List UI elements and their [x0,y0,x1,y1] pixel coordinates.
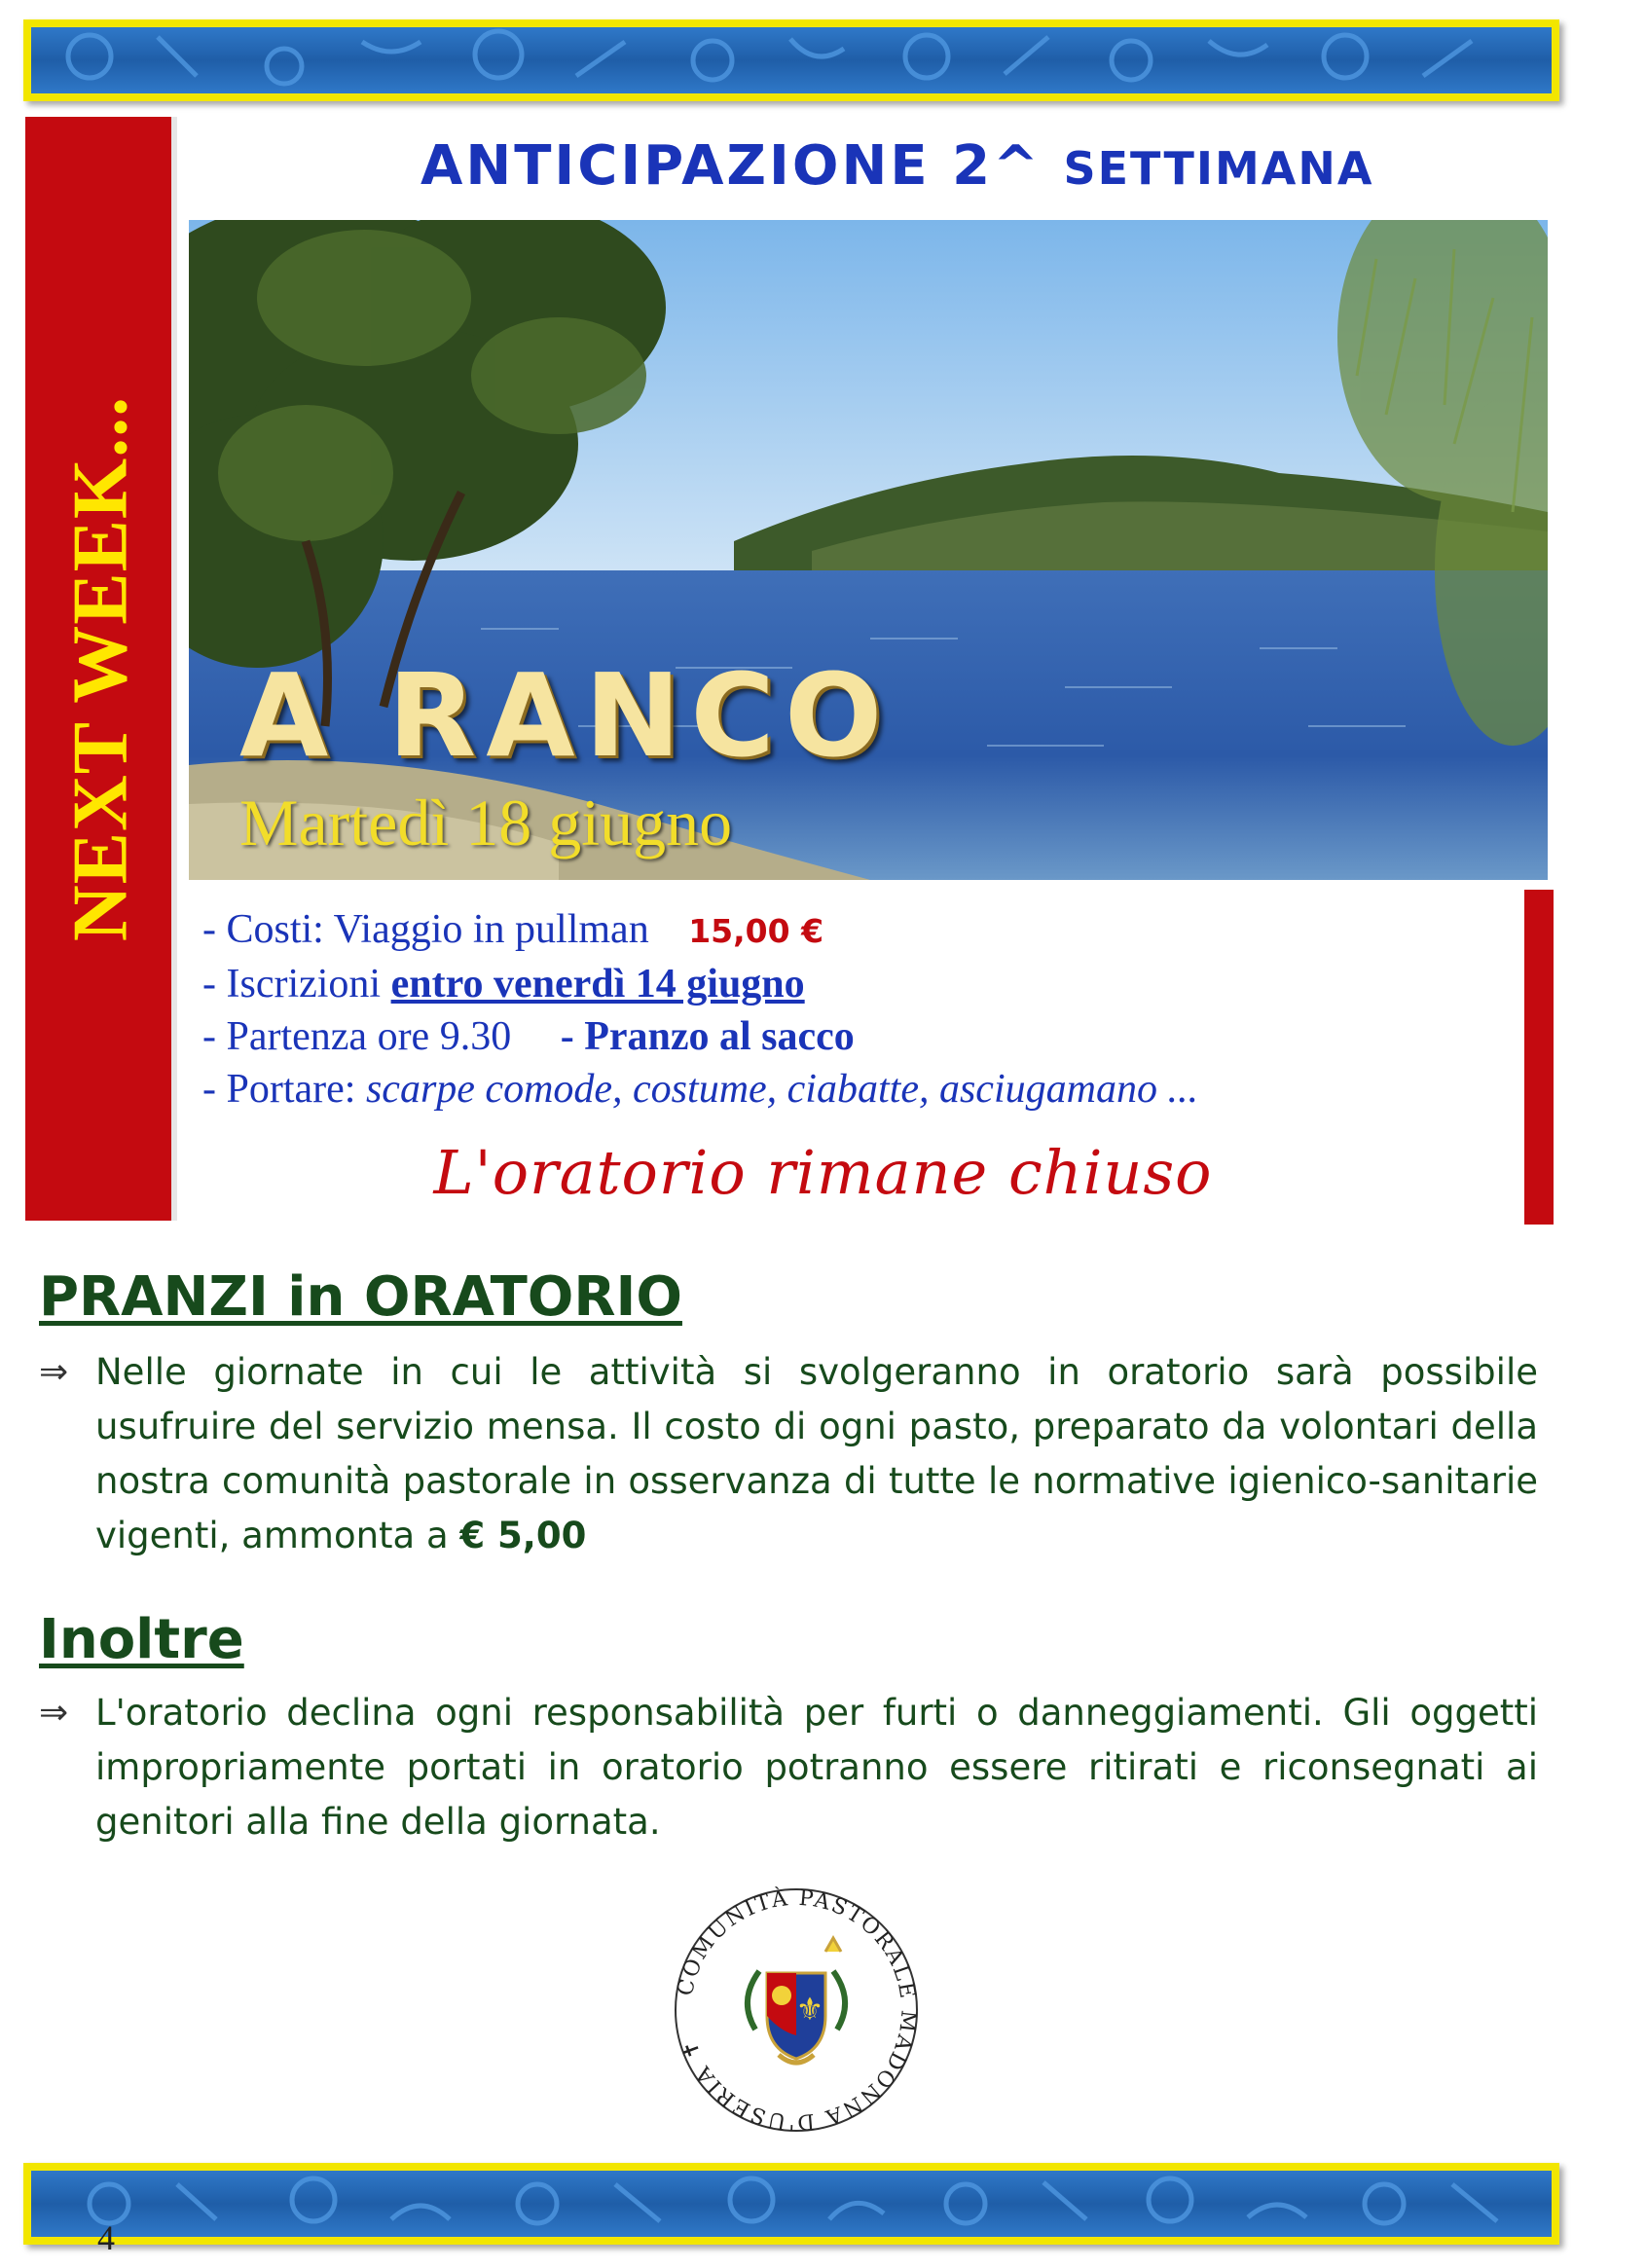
arrow-icon: ⇒ [39,1352,69,1392]
info-departure [202,1010,1507,1063]
registration-label: - Iscrizioni [202,962,382,1006]
trip-info [202,903,1507,1116]
lake-photo [189,220,1548,880]
lunches-paragraph [39,1345,1538,1563]
top-banner [23,19,1559,101]
parish-seal-logo [670,1884,923,2137]
page-number: 4 [97,2218,115,2257]
section-title-besides: Inoltre [39,1608,244,1671]
registration-deadline: entro venerdì 14 giugno [390,962,805,1006]
headline-small: SETTIMANA [1063,142,1374,195]
meal-price: € 5,00 [459,1515,587,1556]
bottom-banner [23,2163,1559,2245]
next-week-label: NEXT WEEK... [57,395,144,942]
lunches-text: Nelle giornate in cui le attività si svolgeranno in oratorio sarà possibile usufruire del servizio mensa. Il costo di ogni pasto, preparato da volontari della nostra comunità pastorale in osservanza di tutte le normative igienico-sanitarie vigenti, ammonta a [95,1351,1538,1556]
besides-text: L'oratorio declina ogni responsabilità per furti o danneggiamenti. Gli oggetti impropriamente portati in oratorio potranno essere ritirati e riconsegnati ai genitori alla fine della giornata. [95,1692,1538,1843]
costs-label: - Costi: Viaggio in pullman [202,907,649,952]
info-bring [202,1063,1507,1116]
lunch-note: - Pranzo al sacco [560,1014,855,1059]
banner-pattern [31,27,1552,93]
svg-text:⚜: ⚜ [795,1991,824,2028]
lunches-text-wrap [95,1345,1538,1563]
costs-price: 15,00 € [688,912,824,950]
banner-pattern [31,2171,1552,2237]
destination-title: A RANCO [239,648,893,783]
page-title [421,134,1550,198]
bring-items: scarpe comode, costume, ciabatte, asciugamano ... [365,1067,1198,1112]
headline-main: ANTICIPAZIONE 2^ [421,134,1042,198]
arrow-icon: ⇒ [39,1693,69,1733]
info-registration [202,958,1507,1010]
besides-paragraph [39,1686,1538,1849]
section-title-lunches: PRANZI in ORATORIO [39,1265,682,1329]
bring-label: - Portare: [202,1067,356,1112]
trip-date: Martedì 18 giugno [239,786,733,860]
departure-time: - Partenza ore 9.30 [202,1014,512,1059]
oratorio-closed-note: L'oratorio rimane chiuso [433,1137,1213,1208]
info-costs [202,903,1507,958]
seal-text: COMUNITÀ PASTORALE MADONNA D'USERIA ✝ [673,1885,921,2135]
